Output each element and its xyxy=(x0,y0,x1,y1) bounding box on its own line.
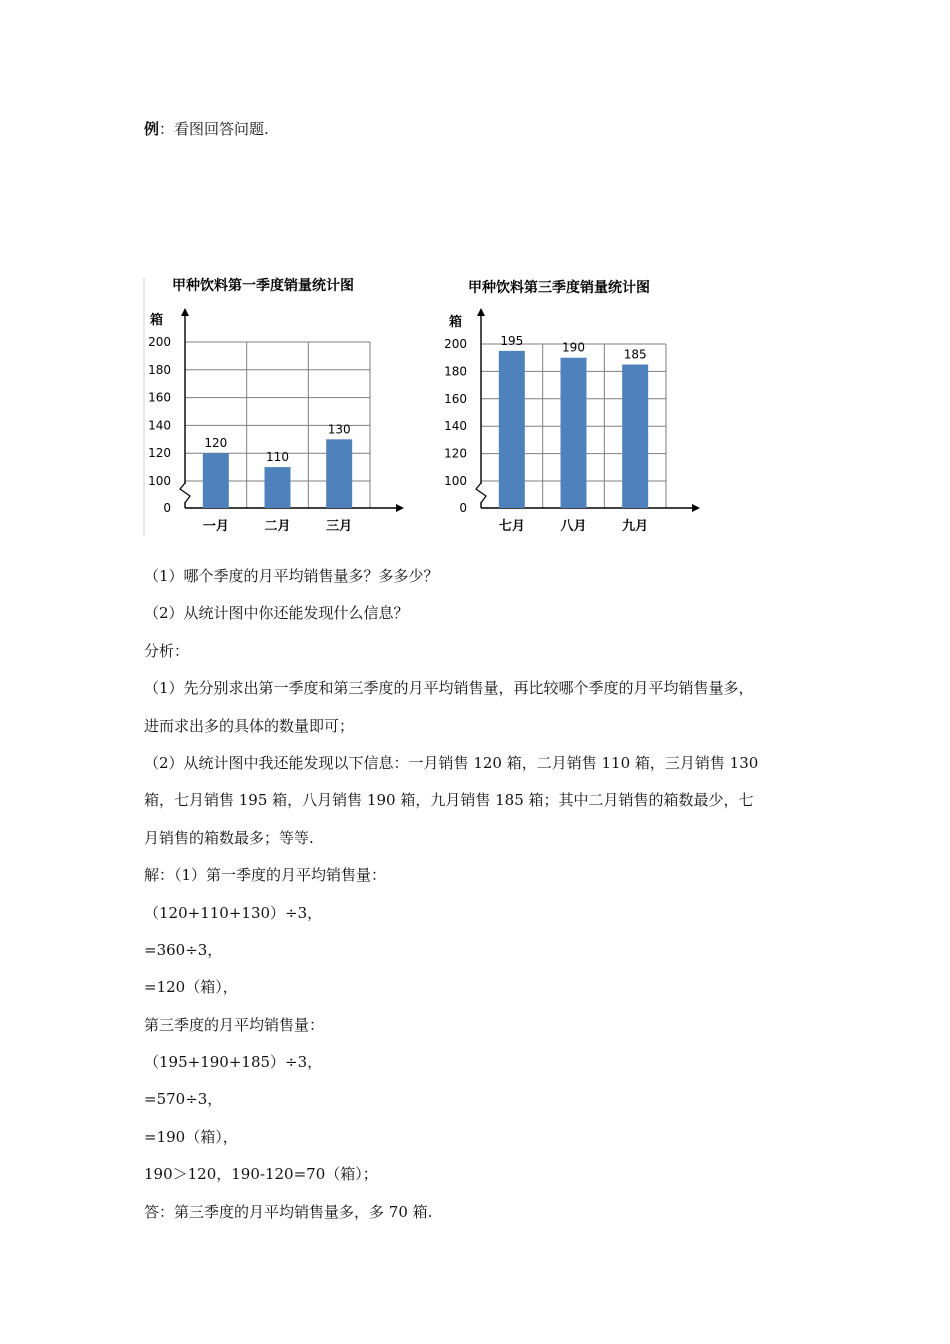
analysis-2-line-3: 月销售的箱数最多；等等. xyxy=(144,828,314,847)
example-heading xyxy=(144,118,269,140)
bar-一月 xyxy=(203,453,229,508)
solution-step: （120+110+130）÷3， xyxy=(144,903,323,922)
y-tick-label: 0 xyxy=(459,501,467,515)
y-tick-label: 120 xyxy=(148,446,171,461)
solution-step: =190（箱）， xyxy=(144,1127,238,1146)
analysis-2-line-2: 箱，七月销售 195 箱，八月销售 190 箱，九月销售 185 箱；其中二月销售的箱数最少，七 xyxy=(144,791,754,810)
analysis-heading: 分析： xyxy=(144,641,190,660)
y-tick-label: 140 xyxy=(148,418,171,433)
y-tick-label: 140 xyxy=(444,419,467,434)
x-category-label: 八月 xyxy=(560,519,587,534)
x-category-label: 二月 xyxy=(264,519,291,534)
x-category-label: 七月 xyxy=(498,519,525,534)
y-tick-label: 120 xyxy=(444,446,467,461)
question-1: （1）哪个季度的月平均销售量多？多多少？ xyxy=(144,567,439,585)
y-tick-label: 160 xyxy=(148,390,171,405)
y-tick-label: 200 xyxy=(444,337,467,351)
solution-subheading: 第三季度的月平均销售量： xyxy=(144,1015,325,1034)
chart-q1-svg xyxy=(140,272,420,542)
analysis-2-line-1: （2）从统计图中我还能发现以下信息：一月销售 120 箱，二月销售 110 箱，三月销售 130 xyxy=(144,753,759,772)
x-axis-arrow-icon xyxy=(692,504,700,512)
y-tick-label: 200 xyxy=(148,335,171,349)
chart-title: 甲种饮料第一季度销量统计图 xyxy=(172,278,354,294)
y-tick-label: 180 xyxy=(148,362,171,377)
solution-heading: 解：（1）第一季度的月平均销售量： xyxy=(144,866,387,885)
bar-data-label: 190 xyxy=(562,340,585,355)
bar-八月 xyxy=(561,358,587,508)
question-2: （2）从统计图中你还能发现什么信息？ xyxy=(144,604,409,623)
bar-data-label: 110 xyxy=(266,450,289,465)
analysis-1-line-2: 进而求出多的具体的数量即可； xyxy=(144,716,355,735)
solution-step: =120（箱）， xyxy=(144,978,238,997)
bar-data-label: 185 xyxy=(623,347,647,362)
chart-title: 甲种饮料第三季度销量统计图 xyxy=(468,280,650,296)
x-category-label: 一月 xyxy=(202,519,229,534)
y-tick-label: 0 xyxy=(163,501,171,515)
bar-data-label: 130 xyxy=(327,422,351,437)
solution-step: （195+190+185）÷3， xyxy=(144,1053,323,1072)
bar-data-label: 195 xyxy=(500,333,524,348)
y-axis-unit-label: 箱 xyxy=(449,315,463,330)
x-axis-arrow-icon xyxy=(396,504,404,512)
answer-line: 答：第三季度的月平均销售量多，多 70 箱. xyxy=(144,1202,433,1221)
y-tick-label: 100 xyxy=(148,474,171,488)
bar-九月 xyxy=(622,365,648,508)
chart-q3-svg xyxy=(436,272,716,542)
analysis-1-line-1: （1）先分别求出第一季度和第三季度的月平均销售量，再比较哪个季度的月平均销售量多， xyxy=(144,679,754,698)
bar-二月 xyxy=(265,467,291,508)
question-and-solution xyxy=(144,562,824,1235)
bar-三月 xyxy=(326,439,352,508)
y-axis-arrow-icon xyxy=(477,308,485,316)
x-category-label: 九月 xyxy=(622,519,649,534)
solution-step: =360÷3， xyxy=(144,940,223,959)
bar-七月 xyxy=(499,351,525,508)
y-tick-label: 160 xyxy=(444,391,467,406)
example-label: 例 xyxy=(144,120,160,138)
x-category-label: 三月 xyxy=(326,519,353,534)
y-tick-label: 100 xyxy=(444,474,467,488)
chart-q3-sales xyxy=(436,272,716,542)
y-axis-arrow-icon xyxy=(181,308,189,316)
example-text: ：看图回答问题. xyxy=(159,120,269,138)
bar-data-label: 120 xyxy=(204,436,228,451)
y-axis-unit-label: 箱 xyxy=(150,313,164,328)
chart-q1-sales xyxy=(140,272,420,542)
y-tick-label: 180 xyxy=(444,364,467,379)
comparison-step: 190＞120，190-120=70（箱）； xyxy=(144,1165,378,1184)
solution-step: =570÷3， xyxy=(144,1090,223,1109)
